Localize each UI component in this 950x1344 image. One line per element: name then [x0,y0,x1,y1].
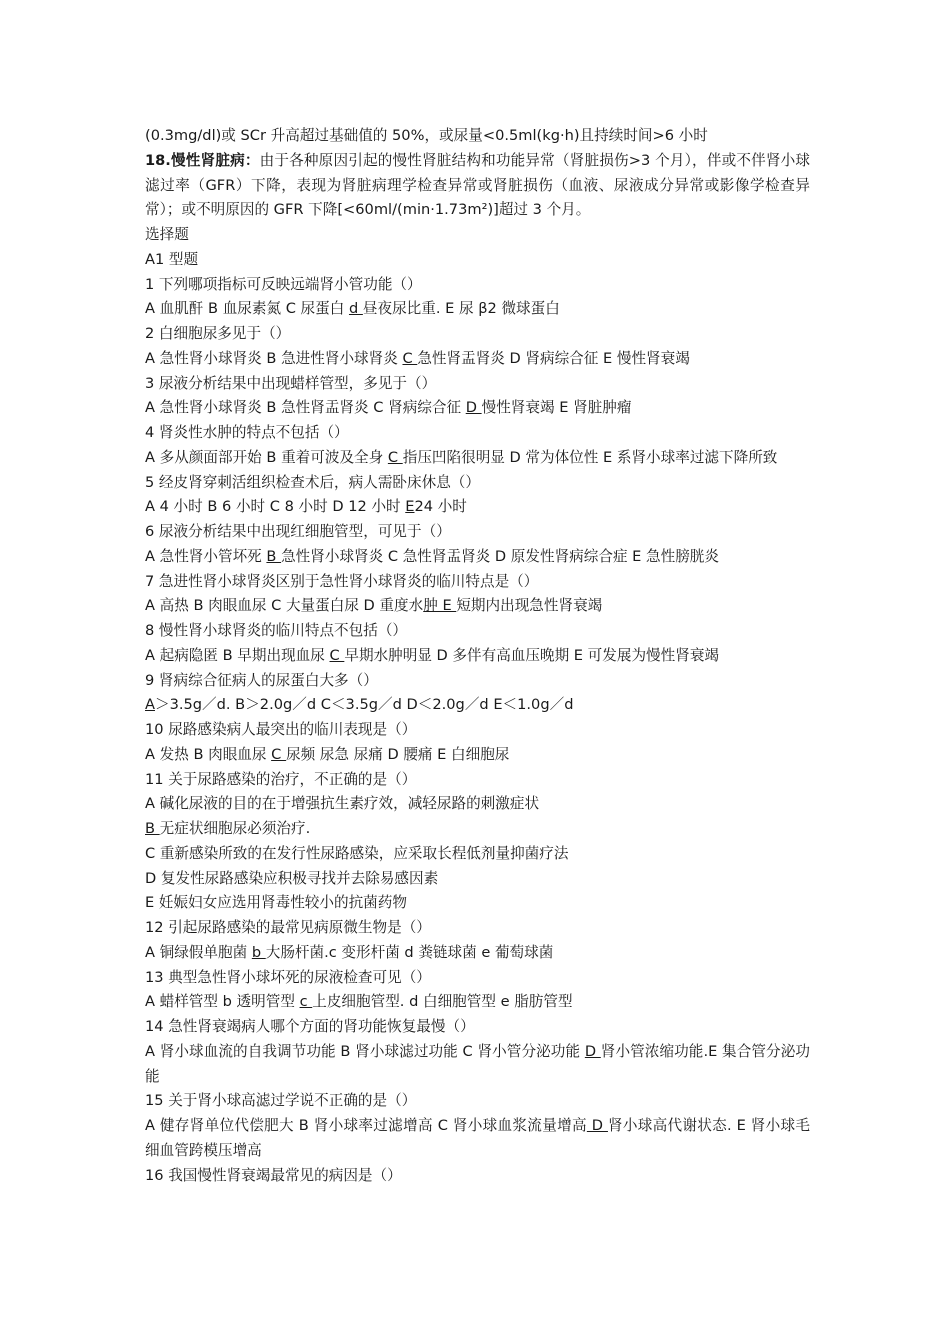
text-line [145,1089,810,1114]
text-segment: 大肠杆菌.c 变形杆菌 d 粪链球菌 e 葡萄球菌 [265,943,554,961]
text-segment: A 肾小球血流的自我调节功能 B 肾小球滤过功能 C 肾小管分泌功能 [145,1042,585,1060]
text-line [145,347,810,372]
text-segment: 11 关于尿路感染的治疗，不正确的是（） [145,770,417,788]
text-segment: D 复发性尿路感染应积极寻找并去除易感因素 [145,869,439,887]
text-line [145,693,810,718]
text-line [145,941,810,966]
text-line [145,891,810,916]
text-line [145,446,810,471]
text-segment: 急性肾小球肾炎 C 急性肾盂肾炎 D 原发性肾病综合症 E 急性膀胱炎 [281,547,719,565]
text-segment: 慢性肾衰竭 E 肾脏肿瘤 [481,399,632,417]
text-line [145,248,810,273]
text-line [145,372,810,397]
text-line [145,743,810,768]
text-line [145,1164,810,1189]
text-line [145,396,810,421]
text-segment: ＞3.5g／d. B＞2.0g／d C＜3.5g／d D＜2.0g／d E＜1.0g／d [154,696,574,714]
text-segment: 8 慢性肾小球肾炎的临川特点不包括（） [145,622,408,639]
text-segment: 7 急进性肾小球肾炎区别于急性肾小球肾炎的临川特点是（） [145,572,539,590]
text-line [145,149,810,223]
answer-mark: C [329,646,345,664]
text-line [145,223,810,248]
text-segment: 4 肾炎性水肿的特点不包括（） [145,424,349,441]
text-segment: 10 尿路感染病人最突出的临川表现是（） [145,721,417,738]
text-segment: A 铜绿假单胞菌 [145,943,252,961]
text-segment: 3 尿液分析结果中出现蜡样管型，多见于（） [145,374,437,392]
text-segment: 5 经皮肾穿刺活组织检查术后，病人需卧床休息（） [145,473,480,491]
text-line [145,545,810,570]
text-line [145,669,810,694]
text-segment: 昼夜尿比重. E 尿 β2 微球蛋白 [362,300,560,318]
text-line [145,1040,810,1090]
text-line [145,966,810,991]
text-line [145,619,810,644]
text-segment: 上皮细胞管型. d 白细胞管型 e 脂肪管型 [312,993,573,1011]
answer-mark: D [465,399,482,417]
text-line [145,570,810,595]
text-segment: A 4 小时 B 6 小时 C 8 小时 D 12 小时 [145,498,406,516]
text-segment: (0.3mg/dl)或 SCr 升高超过基础值的 50%，或尿量<0.5ml(kg·h)且持续时间>6 小时 [145,127,708,144]
text-segment: 24 小时 [414,498,467,516]
text-segment: 选择题 [145,226,189,243]
answer-mark: C [402,349,418,367]
text-line [145,768,810,793]
answer-mark: 肿 E [423,597,457,615]
text-segment: A 健存肾单位代偿肥大 B 肾小球率过滤增高 C 肾小球血浆流量增高 [145,1117,587,1134]
answer-mark: d [348,300,363,318]
text-line [145,817,810,842]
text-segment: 早期水肿明显 D 多伴有高血压晚期 E 可发展为慢性肾衰竭 [344,646,720,664]
answer-mark: B [266,547,282,565]
text-line [145,495,810,520]
text-segment: 短期内出现急性肾衰竭 [456,597,603,615]
text-segment: E 妊娠妇女应选用肾毒性较小的抗菌药物 [145,894,407,912]
text-segment: 13 典型急性肾小球坏死的尿液检查可见（） [145,968,431,986]
answer-mark: C [387,448,403,466]
text-line [145,594,810,619]
text-segment: 肾小管浓缩功能.E 集合管分泌功能 [145,1042,810,1085]
text-segment: A 高热 B 肉眼血尿 C 大量蛋白尿 D 重度水 [145,597,424,615]
document-page [145,124,810,1188]
term-heading: 18.慢性肾脏病： [145,151,260,169]
text-segment: 15 关于肾小球高滤过学说不正确的是（） [145,1092,417,1110]
answer-mark: b [251,943,266,961]
text-line [145,273,810,298]
text-segment: 1 下列哪项指标可反映远端肾小管功能（） [145,275,422,293]
text-segment: A 血肌酐 B 血尿素氮 C 尿蛋白 [145,300,349,318]
answer-mark: C [271,745,286,763]
text-segment: 肾小球高代谢状态. E 肾小球毛细血管跨模压增高 [145,1117,811,1159]
answer-mark: E [405,498,415,516]
answer-mark: B [145,820,160,837]
text-line [145,990,810,1015]
text-segment: 尿频 尿急 尿痛 D 腰痛 E 白细胞尿 [285,745,510,763]
text-segment: A 多从颜面部开始 B 重着可波及全身 [145,448,388,466]
text-segment: A 起病隐匿 B 早期出现血尿 [145,646,330,664]
text-segment: A 急性肾小球肾炎 B 急进性肾小球肾炎 [145,349,403,367]
answer-mark: c [299,993,313,1011]
answer-mark: A [145,696,155,714]
answer-mark: D [584,1042,601,1060]
text-line [145,322,810,347]
text-segment: 9 肾病综合征病人的尿蛋白大多（） [145,671,378,689]
text-segment: 2 白细胞尿多见于（） [145,325,291,342]
text-segment: 12 引起尿路感染的最常见病原微生物是（） [145,919,431,936]
text-segment: A 急性肾小球肾炎 B 急性肾盂肾炎 C 肾病综合征 [145,399,466,417]
text-segment: A 发热 B 肉眼血尿 [145,745,272,763]
text-segment: C 重新感染所致的在发行性尿路感染，应采取长程低剂量抑菌疗法 [145,844,569,862]
text-line [145,297,810,322]
text-segment: 16 我国慢性肾衰竭最常见的病因是（） [145,1166,402,1184]
text-segment: 急性肾盂肾炎 D 肾病综合征 E 慢性肾衰竭 [417,349,690,367]
text-line [145,124,810,149]
text-segment: 6 尿液分析结果中出现红细胞管型，可见于（） [145,523,451,540]
answer-mark: D [586,1117,608,1134]
text-segment: A1 型题 [145,250,199,268]
text-segment: A 蜡样管型 b 透明管型 [145,993,300,1011]
text-line [145,718,810,743]
text-line [145,842,810,867]
text-line [145,421,810,446]
text-segment: A 急性肾小管坏死 [145,547,267,565]
text-segment: 指压凹陷很明显 D 常为体位性 E 系肾小球率过滤下降所致 [402,448,778,466]
text-line [145,916,810,941]
text-line [145,792,810,817]
text-line [145,1015,810,1040]
text-segment: A 碱化尿液的目的在于增强抗生素疗效，减轻尿路的刺激症状 [145,795,540,813]
text-segment: 14 急性肾衰竭病人哪个方面的肾功能恢复最慢（） [145,1018,475,1035]
text-line [145,471,810,496]
text-line [145,1114,810,1164]
text-line [145,644,810,669]
text-line [145,867,810,892]
text-segment: 由于各种原因引起的慢性肾脏结构和功能异常（肾脏损伤>3 个月），伴或不伴肾小球滤过率（GFR）下降，表现为肾脏病理学检查异常或肾脏损伤（血液、尿液成分异常或影像学检查异常）；或不明原因的 GFR 下降[<60ml/(min·1.73m²)]超过 3 个月。 [145,151,811,219]
text-line [145,520,810,545]
text-segment: 无症状细胞尿必须治疗. [159,820,311,837]
